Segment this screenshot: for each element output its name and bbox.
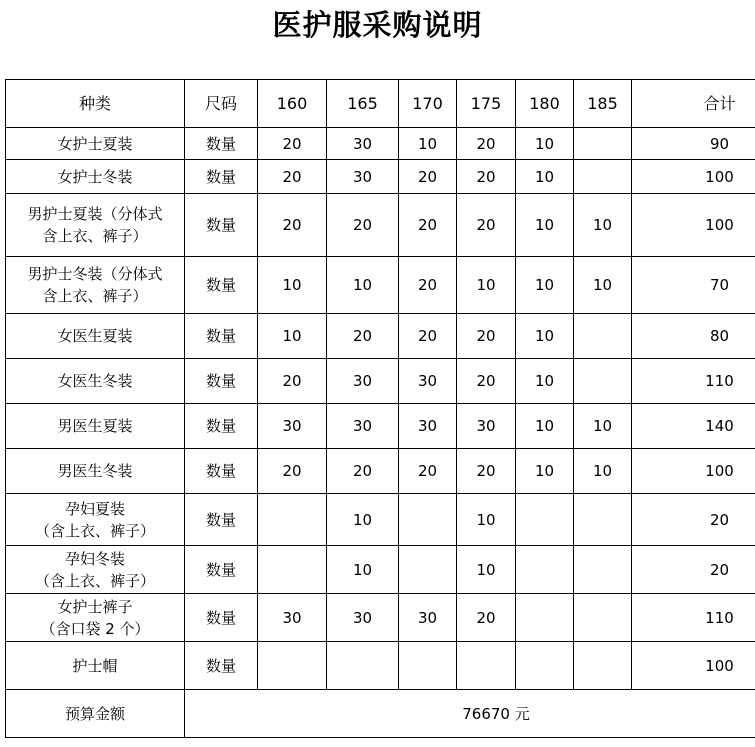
cell-quantity [327, 642, 399, 690]
table-row [6, 160, 755, 194]
cell-quantity: 10 [457, 546, 516, 594]
cell-kind [6, 160, 185, 194]
table-row [6, 546, 755, 594]
table-row [6, 404, 755, 449]
cell-quantity [516, 594, 574, 642]
cell-total: 100 [632, 160, 755, 194]
cell-quantity: 10 [457, 257, 516, 314]
cell-quantity: 20 [457, 314, 516, 359]
kind-line: 女护士裤子 [57, 597, 133, 616]
table-row [6, 449, 755, 494]
cell-quantity: 20 [327, 449, 399, 494]
kind-line: 女医生夏装 [57, 327, 133, 345]
table-row [6, 257, 755, 314]
header-size-180: 180 [516, 80, 574, 128]
cell-quantity: 10 [516, 449, 574, 494]
cell-quantity [516, 494, 574, 546]
kind-line: 男医生冬装 [57, 462, 133, 480]
cell-quantity: 10 [574, 257, 632, 314]
cell-unit: 数量 [185, 404, 258, 449]
table-row [6, 359, 755, 404]
kind-line: 孕妇夏装 [64, 499, 125, 518]
header-row [6, 80, 755, 128]
kind-line: 男医生夏装 [57, 417, 133, 435]
cell-quantity: 10 [574, 404, 632, 449]
document-title: 医护服采购说明 [272, 8, 483, 42]
cell-quantity: 30 [327, 404, 399, 449]
cell-quantity: 10 [516, 128, 574, 160]
cell-quantity: 10 [457, 494, 516, 546]
cell-unit: 数量 [185, 194, 258, 257]
cell-quantity: 20 [457, 594, 516, 642]
cell-quantity: 10 [516, 257, 574, 314]
cell-quantity: 10 [516, 160, 574, 194]
cell-kind [6, 594, 185, 642]
cell-total: 70 [632, 257, 755, 314]
kind-line: （含上衣、裤子） [34, 571, 155, 590]
cell-kind [6, 314, 185, 359]
cell-quantity: 10 [516, 314, 574, 359]
cell-quantity: 30 [399, 359, 457, 404]
kind-line: 女护士冬装 [57, 167, 133, 186]
cell-quantity [574, 314, 632, 359]
cell-quantity [574, 642, 632, 690]
cell-quantity: 30 [327, 359, 399, 404]
kind-line: 孕妇冬装 [64, 549, 125, 568]
kind-line: （含上衣、裤子） [34, 521, 155, 540]
cell-quantity: 20 [399, 194, 457, 257]
cell-unit: 数量 [185, 642, 258, 690]
cell-unit: 数量 [185, 128, 258, 160]
cell-kind [6, 257, 185, 314]
cell-quantity: 30 [399, 404, 457, 449]
budget-label: 预算金额 [6, 690, 185, 738]
table-row [6, 494, 755, 546]
cell-quantity: 20 [399, 257, 457, 314]
kind-line: 含上衣、裤子） [42, 287, 148, 305]
cell-quantity: 10 [516, 194, 574, 257]
cell-quantity: 20 [258, 194, 327, 257]
kind-line: 女护士夏装 [57, 134, 133, 153]
header-kind: 种类 [6, 80, 185, 128]
cell-quantity: 20 [327, 314, 399, 359]
table-row [6, 194, 755, 257]
cell-total: 20 [632, 494, 755, 546]
cell-kind [6, 642, 185, 690]
kind-line: 护士帽 [72, 656, 118, 675]
table-row [6, 314, 755, 359]
cell-quantity: 10 [399, 128, 457, 160]
cell-unit: 数量 [185, 257, 258, 314]
cell-quantity: 20 [457, 194, 516, 257]
table-row [6, 128, 755, 160]
cell-kind [6, 359, 185, 404]
cell-quantity [574, 160, 632, 194]
cell-quantity: 10 [516, 359, 574, 404]
cell-quantity: 30 [327, 594, 399, 642]
cell-quantity: 10 [258, 314, 327, 359]
cell-quantity: 30 [258, 404, 327, 449]
cell-total: 90 [632, 128, 755, 160]
cell-unit: 数量 [185, 449, 258, 494]
budget-value: 76670 元 [185, 690, 755, 738]
cell-total: 110 [632, 594, 755, 642]
cell-kind [6, 494, 185, 546]
cell-unit: 数量 [185, 546, 258, 594]
kind-line: 男护士冬装（分体式 [27, 265, 163, 283]
cell-quantity: 20 [457, 359, 516, 404]
cell-quantity [574, 359, 632, 404]
header-size-165: 165 [327, 80, 399, 128]
cell-quantity [399, 546, 457, 594]
cell-unit: 数量 [185, 594, 258, 642]
cell-total: 100 [632, 449, 755, 494]
cell-quantity: 30 [399, 594, 457, 642]
cell-kind [6, 404, 185, 449]
cell-quantity: 10 [574, 194, 632, 257]
procurement-table [5, 79, 755, 738]
kind-line: 含上衣、裤子） [42, 227, 148, 245]
cell-quantity: 10 [327, 494, 399, 546]
cell-quantity [258, 642, 327, 690]
cell-total: 20 [632, 546, 755, 594]
table-row [6, 594, 755, 642]
cell-quantity: 20 [258, 128, 327, 160]
cell-quantity [574, 494, 632, 546]
cell-quantity: 20 [327, 194, 399, 257]
cell-total: 100 [632, 194, 755, 257]
cell-total: 110 [632, 359, 755, 404]
cell-kind [6, 128, 185, 160]
cell-total: 80 [632, 314, 755, 359]
cell-quantity: 10 [327, 546, 399, 594]
cell-quantity [399, 642, 457, 690]
cell-quantity [399, 494, 457, 546]
cell-quantity [516, 546, 574, 594]
header-size-170: 170 [399, 80, 457, 128]
cell-quantity: 20 [258, 160, 327, 194]
kind-line: 女医生冬装 [57, 372, 133, 390]
header-total: 合计 [632, 80, 755, 128]
cell-quantity: 20 [399, 160, 457, 194]
cell-quantity [574, 594, 632, 642]
cell-quantity: 10 [258, 257, 327, 314]
cell-unit: 数量 [185, 160, 258, 194]
cell-quantity [574, 546, 632, 594]
cell-quantity [574, 128, 632, 160]
cell-quantity: 30 [327, 128, 399, 160]
table-row [6, 642, 755, 690]
cell-quantity [258, 546, 327, 594]
cell-quantity: 10 [327, 257, 399, 314]
cell-quantity [516, 642, 574, 690]
cell-unit: 数量 [185, 314, 258, 359]
cell-quantity: 20 [457, 160, 516, 194]
budget-row [6, 690, 755, 738]
header-size: 尺码 [185, 80, 258, 128]
cell-quantity: 20 [399, 314, 457, 359]
cell-unit: 数量 [185, 494, 258, 546]
kind-line: 男护士夏装（分体式 [27, 205, 163, 223]
cell-kind [6, 546, 185, 594]
header-size-160: 160 [258, 80, 327, 128]
cell-quantity: 20 [457, 449, 516, 494]
cell-quantity: 10 [516, 404, 574, 449]
cell-unit: 数量 [185, 359, 258, 404]
cell-total: 140 [632, 404, 755, 449]
cell-kind [6, 449, 185, 494]
cell-quantity [258, 494, 327, 546]
cell-quantity: 20 [399, 449, 457, 494]
cell-quantity: 20 [258, 449, 327, 494]
cell-kind [6, 194, 185, 257]
cell-quantity: 30 [258, 594, 327, 642]
cell-quantity: 20 [258, 359, 327, 404]
cell-total: 100 [632, 642, 755, 690]
cell-quantity: 10 [574, 449, 632, 494]
cell-quantity: 30 [327, 160, 399, 194]
header-size-175: 175 [457, 80, 516, 128]
cell-quantity: 30 [457, 404, 516, 449]
kind-line: （含口袋 2 个） [40, 619, 150, 638]
cell-quantity [457, 642, 516, 690]
header-size-185: 185 [574, 80, 632, 128]
cell-quantity: 20 [457, 128, 516, 160]
